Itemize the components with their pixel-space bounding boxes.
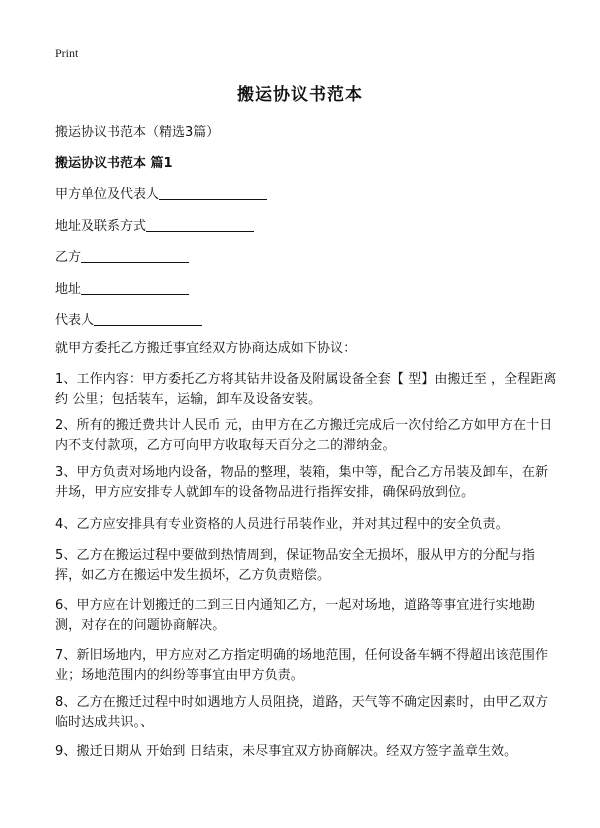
- field-party-b: [55, 246, 189, 265]
- clause-7: 7、新旧场地内，甲方应对乙方指定明确的场地范围，任何设备车辆不得超出该范围作业；场地范围内的纠纷等事宜由甲方负责。: [55, 648, 549, 683]
- clause-4: 4、乙方应安排具有专业资格的人员进行吊装作业，并对其过程中的安全负责。: [55, 517, 509, 532]
- field-label: 甲方单位及代表人: [55, 187, 160, 202]
- blank-line: [81, 248, 189, 263]
- field-label: 地址及联系方式: [55, 219, 147, 234]
- field-address-contact: [55, 215, 254, 234]
- document-subtitle: 搬运协议书范本（精选3篇）: [55, 125, 220, 140]
- field-representative: [55, 309, 202, 328]
- clause-2: 2、所有的搬迁费共计人民币 元，由甲方在乙方搬迁完成后一次付给乙方如甲方在十日内不支付款项，乙方可向甲方收取每天百分之二的滞纳金。: [55, 418, 553, 453]
- clause-6: 6、甲方应在计划搬迁的二到三日内通知乙方，一起对场地，道路等事宜进行实地勘测，对存在的问题协商解决。: [55, 598, 535, 633]
- clause-8: 8、乙方在搬迁过程中时如遇地方人员阻挠，道路，天气等不确定因素时，由甲乙双方临时达成共识。、: [55, 695, 549, 730]
- intro-paragraph: 就甲方委托乙方搬迁事宜经双方协商达成如下协议：: [55, 341, 357, 356]
- field-party-a-representative: [55, 183, 267, 202]
- field-label: 代表人: [55, 313, 95, 328]
- blank-line: [159, 185, 267, 200]
- clause-5: 5、乙方在搬运过程中要做到热情周到，保证物品安全无损坏，服从甲方的分配与指挥，如乙方在搬运中发生损坏，乙方负责赔偿。: [55, 548, 535, 583]
- field-address: [55, 278, 189, 297]
- print-label: Print: [55, 46, 79, 60]
- clause-1: 1、工作内容：甲方委托乙方将其钻井设备及附属设备全套【 型】由搬迁至 ，全程距离约 公里；包括装车，运输，卸车及设备安装。: [55, 372, 557, 407]
- blank-line: [94, 311, 202, 326]
- blank-line: [81, 280, 189, 295]
- field-label: 地址: [55, 282, 82, 297]
- document-title: 搬运协议书范本: [237, 85, 363, 105]
- blank-line: [146, 217, 254, 232]
- section-title: 搬运协议书范本 篇1: [55, 156, 173, 171]
- clause-9: 9、搬迁日期从 开始到 日结束，未尽事宜双方协商解决。经双方签字盖章生效。: [55, 744, 518, 759]
- clause-3: 3、甲方负责对场地内设备，物品的整理，装箱，集中等，配合乙方吊装及卸车，在新井场，甲方应安排专人就卸车的设备物品进行指挥安排，确保码放到位。: [55, 465, 549, 500]
- field-label: 乙方: [55, 250, 82, 265]
